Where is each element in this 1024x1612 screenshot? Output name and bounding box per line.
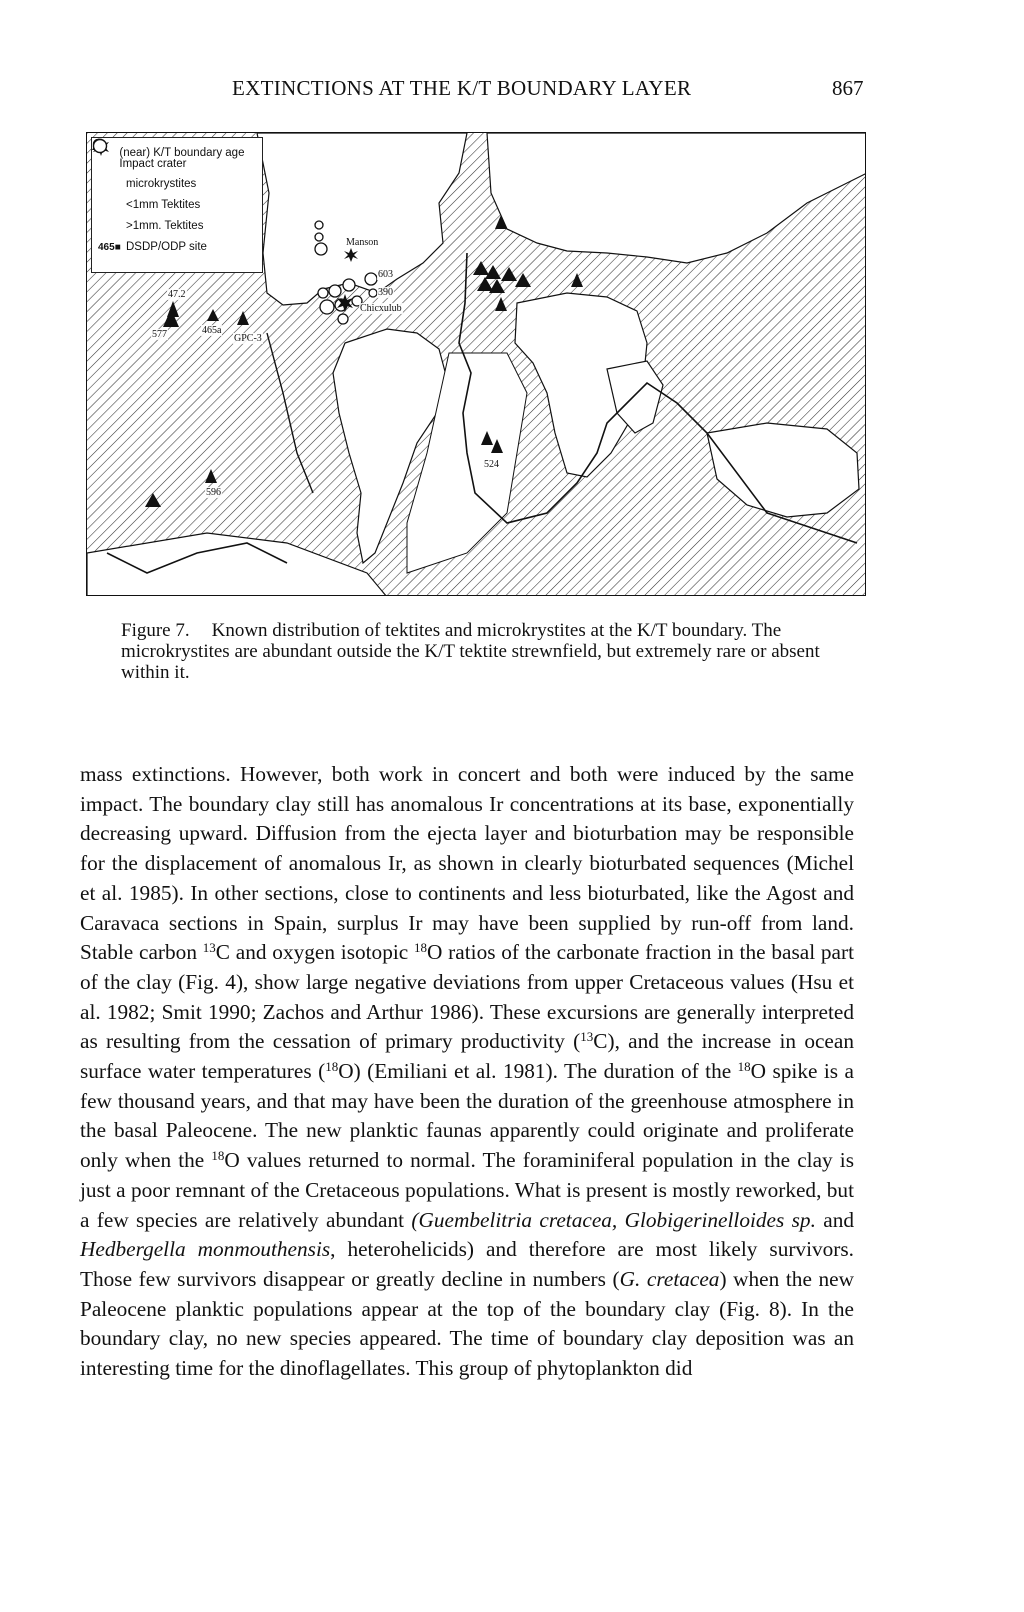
legend-row-crater xyxy=(98,144,256,174)
label-manson: Manson xyxy=(346,237,379,248)
legend-crater-label: (near) K/T boundary age Impact crater xyxy=(119,147,245,170)
site-code: 465■ xyxy=(98,242,121,253)
superscript: 18 xyxy=(414,940,428,956)
label-site-524: 524 xyxy=(484,459,499,470)
body-text-segment: O spike is a few thousand years, and that may have been the duration of the greenhouse atmosphere in the basal Paleocene. The new planktic faunas apparently could originate and proliferate only when the xyxy=(80,1059,854,1173)
body-text-segment: C and oxygen isotopic xyxy=(215,940,415,965)
label-site-577: 577 xyxy=(152,329,167,340)
species-names: (Guembelitria cretacea, Globigerinelloides sp. xyxy=(411,1207,816,1232)
body-text-segment: mass extinctions. However, both work in concert and both were induced by the same impact. The boundary clay still has anomalous Ir concentrations at its base, exponentially decreasing upward. Diffusion from the ejecta layer and bioturbation may be responsible for the displacement of anomalous Ir, as shown in clearly bioturbated sequences (Michel et al. 1985). In other sections, close to continents and less bioturbated, like the Agost and Caravaca sections in Spain, surplus Ir may have been supplied by run-off from land. Stable carbon xyxy=(80,762,854,965)
body-paragraph xyxy=(80,760,854,1384)
superscript: 13 xyxy=(202,940,216,956)
label-gpc-3: GPC-3 xyxy=(234,333,262,344)
legend-row-site xyxy=(98,237,256,258)
running-head: EXTINCTIONS AT THE K/T BOUNDARY LAYER xyxy=(232,76,692,100)
species-name: Hedbergella monmouthensis xyxy=(80,1237,331,1262)
label-site-47-2: 47.2 xyxy=(168,289,186,300)
legend-large-tektites-label: >1mm. Tektites xyxy=(126,220,204,232)
body-text-segment: O values returned to normal. The foraminiferal population in the clay is just a poor remnant of the Cretaceous populations. What is present is mostly reworked, but a few species are relatively abundant xyxy=(80,1148,854,1232)
superscript: 13 xyxy=(580,1029,594,1045)
superscript: 18 xyxy=(211,1148,225,1164)
superscript: 18 xyxy=(325,1059,339,1075)
legend-row-small-tektites xyxy=(98,195,256,216)
body-text-segment: ) when the new Paleocene planktic populations appear at the top of the boundary clay (Fig. 8). In the boundary clay, no new species appeared. The time of boundary clay deposition was an interesting time for the dinoflagellates. This group of phytoplankton did xyxy=(80,1266,854,1381)
legend-site-label: DSDP/ODP site xyxy=(126,241,207,253)
legend-row-microkrystites xyxy=(98,174,256,195)
legend-row-large-tektites xyxy=(98,216,256,237)
label-site-465a: 465a xyxy=(202,325,222,336)
label-site-603: 603 xyxy=(378,269,393,280)
species-name: G. cretacea xyxy=(619,1266,720,1291)
label-site-596: 596 xyxy=(206,487,221,498)
site-marker-icon: ■ xyxy=(114,242,121,253)
caption-label: Figure 7. xyxy=(121,620,190,641)
body-text-segment: and xyxy=(815,1207,854,1232)
caption-text: Known distribution of tektites and microkrystites at the K/T boundary. The microkrystites are abundant outside the K/T tektite strewnfield, but extremely rare or absent within it. xyxy=(121,620,820,683)
body-text-segment: , heterohelicids) and therefore are most likely survivors. Those few survivors disappear or greatly decline in numbers ( xyxy=(80,1237,854,1291)
body-text-segment: C), and the increase in ocean surface water temperatures ( xyxy=(80,1029,854,1084)
figure-7-map xyxy=(86,132,866,596)
label-chicxulub: Chicxulub xyxy=(360,303,402,314)
map-legend xyxy=(91,137,263,273)
page-number: 867 xyxy=(832,76,864,100)
figure-caption xyxy=(121,620,856,683)
superscript: 18 xyxy=(737,1059,751,1075)
body-text-segment: O) (Emiliani et al. 1981). The duration of the xyxy=(338,1059,738,1084)
legend-microkrystites-label: microkrystites xyxy=(126,178,197,190)
label-site-390: 390 xyxy=(378,287,393,298)
legend-small-tektites-label: <1mm Tektites xyxy=(126,199,201,211)
body-text-segment: O ratios of the carbonate fraction in the basal part of the clay (Fig. 4), show large negative deviations from upper Cretaceous values (Hsu et al. 1982; Smit 1990; Zachos and Arthur 1986). These excursions are generally interpreted as resulting from the cessation of primary productivity ( xyxy=(80,940,855,1054)
